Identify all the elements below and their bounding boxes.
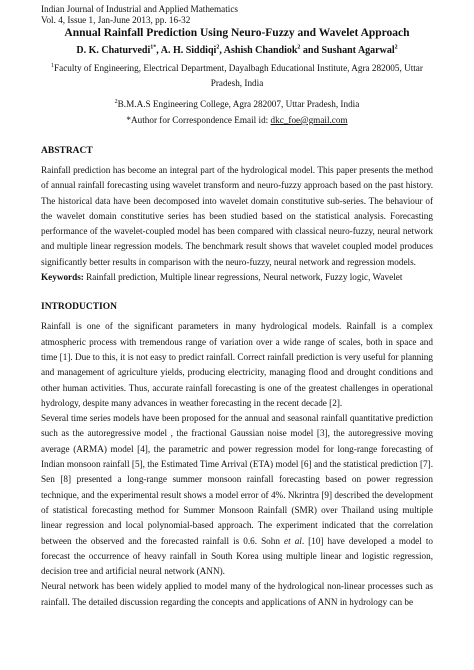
journal-name: Indian Journal of Industrial and Applied Mathematics bbox=[41, 4, 238, 14]
affiliation-1: $^1$Faculty of Engineering, Electrical Department, Dayalbagh Educational Institute, Agra 282005, Uttar Pradesh, India bbox=[51, 62, 423, 88]
author-name: Ashish Chandiok bbox=[223, 45, 298, 56]
author-name: Sushant Agarwal bbox=[321, 45, 395, 56]
author-affil-mark: 2 bbox=[216, 44, 220, 51]
author-affil-mark: 1* bbox=[150, 44, 157, 51]
author-list: D. K. Chaturvedi$^{1*}$, A. H. Siddiqi$^2$, Ashish Chandiok$^2$ and Sushant Agarwal$^2$ bbox=[76, 44, 398, 56]
intro-paragraph-3: Neural network has been widely applied to model many of the hydrological non-linear processes such as rainfall. The detailed discussion regarding the concepts and applications of ANN in hydrology can be bbox=[41, 581, 433, 607]
author-affil-mark: 2 bbox=[297, 44, 301, 51]
affiliation-2: $^2$B.M.A.S Engineering College, Agra 282007, Uttar Pradesh, India bbox=[114, 98, 360, 109]
intro-paragraph-2: Several time series models have been proposed for the annual and seasonal rainfall quantitative prediction such as the autoregressive model , the fractional Gaussian noise model [3], the autoregressive moving average (ARMA) model [4], the parametric and power regression model for long-range forecasting of Indian monsoon rainfall [5], the Estimated Time Arrival (ETA) model [6] and the statistical prediction [7]. Sen [8] presented a long-range summer monsoon rainfall forecasting based on power regression technique, and the experimental result shows a model error of 4%. Nkrintra [9] described the development of statistical forecasting method for Summer Monsoon Rainfall (SMR) over Thailand using multiple linear regression and local polynomial-based approach. The experiment indicated that the correlation between the observed and the forecasted rainfall is 0.6. Sohn et al. [10] have developed a model to forecast the occurrence of heavy rainfall in South Korea using multiple linear and logistic regression, decision tree and artificial neural network (ANN). bbox=[41, 413, 434, 577]
abstract-text: Rainfall prediction has become an integral part of the hydrological model. This paper presents the method of annual rainfall forecasting using wavelet transform and neuro-fuzzy approach based on the past history. The historical data have been decomposed into wavelet domain constitutive sub-series. The behaviour of the wavelet domain constitutive series has been studied based on the statistical analysis. Forecasting performance of the wavelet-coupled model has been compared with classical neuro-fuzzy, neural network and multiple linear regression models. The benchmark result shows that wavelet coupled model produces significantly better results in comparison with the neuro-fuzzy, neural network and regression models. bbox=[41, 165, 433, 267]
keywords bbox=[41, 270, 433, 285]
keywords-list: Rainfall prediction, Multiple linear regressions, Neural network, Fuzzy logic, Wavelet bbox=[83, 272, 403, 283]
intro-paragraph-1: Rainfall is one of the significant parameters in many hydrological models. Rainfall is a complex atmospheric process with tremendous range of variation over a wide range of scales, both in space and time [1]. Due to this, it is not easy to predict rainfall. Correct rainfall prediction is very useful for planning and management of agriculture yields, producing electricity, managing flood and drought conditions and other human activities. Thus, accurate rainfall forecasting is one of the greatest challenges in operational hydrology, despite many advances in weather forecasting in the recent decade [2]. bbox=[41, 321, 433, 408]
abstract-heading: ABSTRACT bbox=[41, 146, 93, 156]
correspondence-email-link[interactable]: dkc_foe@gmail.com bbox=[270, 115, 348, 125]
author-name: A. H. Siddiqi bbox=[160, 45, 217, 56]
correspondence-line: *Author for Correspondence Email id: dkc_foe@gmail.com bbox=[126, 115, 348, 125]
journal-volume: Vol. 4, Issue 1, Jan-June 2013, pp. 16-32 bbox=[41, 15, 191, 25]
introduction-heading: INTRODUCTION bbox=[41, 302, 118, 313]
paper-title: Annual Rainfall Prediction Using Neuro-Fuzzy and Wavelet Approach bbox=[64, 27, 410, 39]
keywords-label: Keywords: bbox=[41, 272, 84, 283]
author-name: D. K. Chaturvedi bbox=[76, 45, 151, 56]
author-affil-mark: 2 bbox=[394, 44, 398, 51]
